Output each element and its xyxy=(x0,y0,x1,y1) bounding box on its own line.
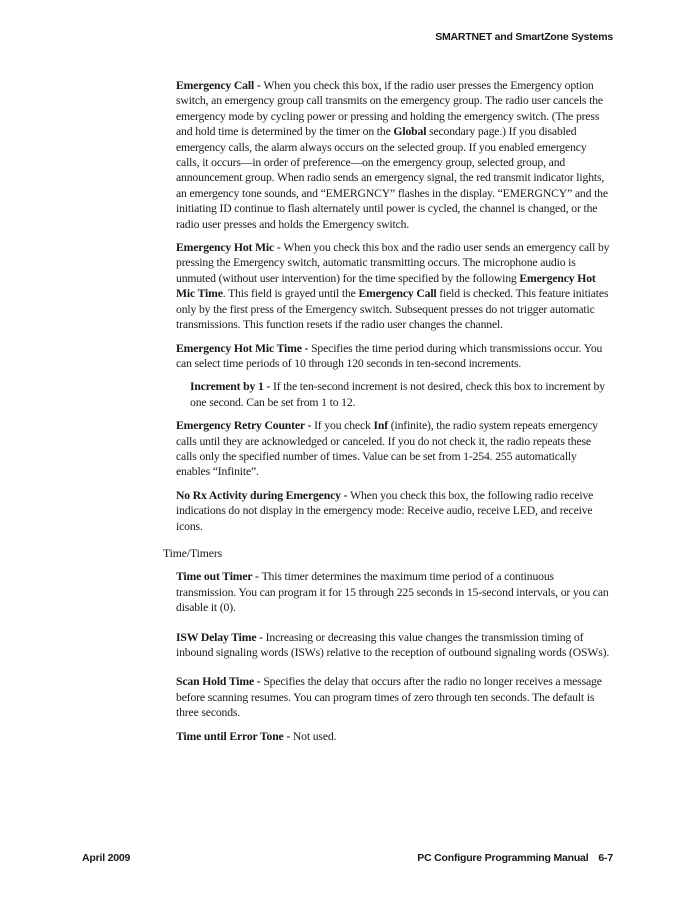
term-time-out-timer: Time out Timer xyxy=(176,570,253,584)
term-isw-delay-time: ISW Delay Time xyxy=(176,630,257,644)
entry-text: When you check this box, if the radio user presses the Emergency option switch, an emergency group call transmits on the emergency group. The radio user cancels the emergency mode by cycling power or pressing and holding the emergency switch. (The press and hold time is determined by the timer on the xyxy=(176,79,603,139)
entry-text: field is checked. This feature initiates only by the first press of the Emergency switch. Subsequent presses do not trigger automatic transmissions. This function resets if the radio user changes the channel. xyxy=(176,287,609,332)
term-scan-hold-time: Scan Hold Time xyxy=(176,675,255,689)
entry-text: (infinite), the radio system repeats emergency calls until they are acknowledged or canceled. If you do not check it, the radio repeats these calls only the specified number of times. Value can be set from 1-254. 255 automatically enables “Infinite”. xyxy=(176,419,598,479)
term-separator: - xyxy=(263,380,273,394)
running-header: SMARTNET and SmartZone Systems xyxy=(435,31,613,43)
entry-text: . This field is grayed until the xyxy=(222,287,359,301)
term-separator: - xyxy=(301,341,312,355)
entry-time-until-error-tone xyxy=(176,729,612,744)
entry-text: Specifies the time period during which transmissions occur. You can select time periods of 10 through 120 seconds in ten-second increments. xyxy=(176,341,603,370)
entry-emergency-hot-mic-time xyxy=(176,341,612,372)
entry-time-out-timer xyxy=(176,569,612,615)
term-no-rx-activity: No Rx Activity during Emergency xyxy=(176,488,341,502)
section-heading-time-timers: Time/Timers xyxy=(163,546,223,560)
entry-text: If you check xyxy=(314,419,374,433)
term-separator: - xyxy=(254,79,264,92)
entry-text: Specifies the delay that occurs after the radio no longer receives a message before scanning resumes. You can program times of zero through ten seconds. The default is three seconds. xyxy=(176,675,602,720)
inline-bold-emergency-call: Emergency Call xyxy=(358,287,437,301)
entry-text: When you check this box and the radio user sends an emergency call by pressing the Emergency switch, automatic transmitting occurs. The microphone audio is unmuted (without user intervention) for the time specified by the following xyxy=(176,241,610,285)
term-emergency-retry-counter: Emergency Retry Counter xyxy=(176,419,305,433)
inline-bold-inf: Inf xyxy=(373,419,388,433)
term-separator: - xyxy=(274,241,284,255)
entry-no-rx-activity xyxy=(176,488,612,534)
entry-text: If the ten-second increment is not desired, check this box to increment by one second. Can be set from 1 to 12. xyxy=(190,380,605,409)
entry-text: When you check this box, the following radio receive indications do not display in the emergency mode: Receive audio, receive LED, and receive icons. xyxy=(176,488,594,533)
entry-text: Not used. xyxy=(292,729,337,743)
term-separator: - xyxy=(304,419,315,433)
inline-bold-global: Global xyxy=(393,125,427,139)
footer-title-page xyxy=(417,852,613,864)
entry-isw-delay-time xyxy=(176,630,612,661)
term-emergency-call: Emergency Call xyxy=(176,79,255,92)
term-separator: - xyxy=(283,729,293,743)
entry-emergency-call xyxy=(176,78,612,232)
term-separator: - xyxy=(254,675,264,689)
entry-scan-hold-time xyxy=(176,674,612,720)
term-increment-by-1: Increment by 1 xyxy=(190,380,264,394)
entry-text: Increasing or decreasing this value changes the transmission timing of inbound signaling words (ISWs) relative to the reception of outbound signaling words (OSWs). xyxy=(176,630,610,659)
term-emergency-hot-mic-time: Emergency Hot Mic Time xyxy=(176,341,302,355)
term-separator: - xyxy=(256,630,266,644)
page-body xyxy=(163,78,612,752)
footer-date: April 2009 xyxy=(82,852,131,864)
term-separator: - xyxy=(252,570,262,584)
inline-bold-hot-mic-time: Emergency Hot Mic Time xyxy=(176,271,596,301)
entry-text: This timer determines the maximum time period of a continuous transmission. You can program it for 15 through 225 seconds in 15-second intervals, or you can disable it (0). xyxy=(176,570,609,615)
term-time-until-error-tone: Time until Error Tone xyxy=(176,729,284,743)
page-number: 6-7 xyxy=(598,852,613,864)
entry-increment-by-1 xyxy=(190,379,612,410)
entry-text: secondary page.) If you disabled emergency calls, the alarm always occurs on the selected group. If you enabled emergency calls, it occurs—in order of preference—on the emergency group, selected group, and announcement group. When radio sends an emergency signal, the red transmit indicator lights, an emergency tone sounds, and “EMERGNCY” flashes in the display. “EMERGNCY” and the initiating ID continue to flash alternately until power is cycled, the channel is changed, or the radio user presses and holds the Emergency switch. xyxy=(176,125,608,231)
term-separator: - xyxy=(340,488,351,502)
footer-manual-title: PC Configure Programming Manual xyxy=(417,852,589,864)
term-emergency-hot-mic: Emergency Hot Mic xyxy=(176,241,275,255)
entry-emergency-hot-mic xyxy=(176,240,612,332)
entry-emergency-retry-counter xyxy=(176,418,612,480)
